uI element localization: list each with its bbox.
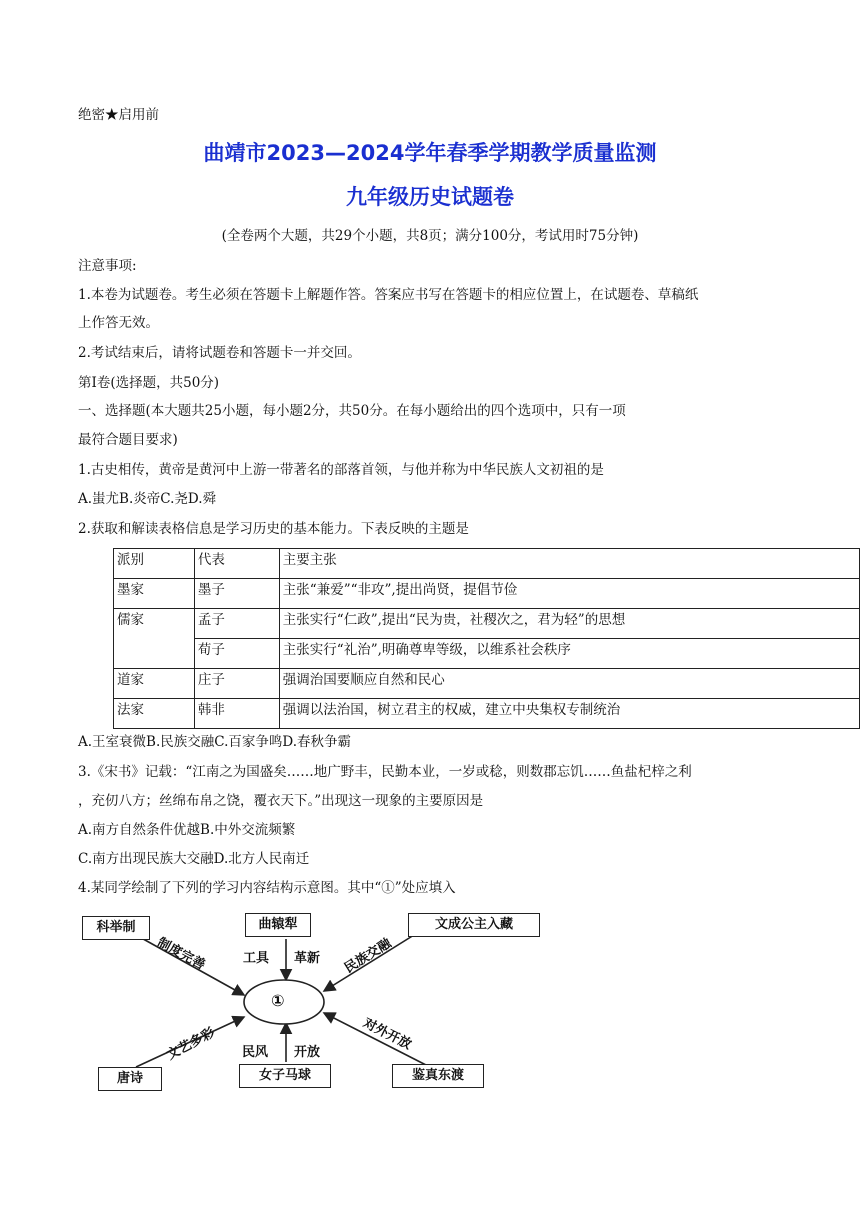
table-cell: 荀子 — [194, 639, 279, 669]
schools-table — [113, 548, 860, 729]
table-row — [114, 669, 860, 699]
table-header-cell: 代表 — [194, 549, 279, 579]
label-minfeng: 民风 — [242, 1045, 269, 1060]
table-cell: 强调以法治国，树立君主的权威，建立中央集权专制统治 — [279, 699, 859, 729]
exam-subtitle: 九年级历史试题卷 — [346, 185, 514, 209]
box-keju: 科举制 — [82, 916, 150, 940]
box-wencheng: 文成公主入藏 — [408, 913, 540, 937]
table-cell: 墨家 — [114, 579, 195, 609]
table-cell: 主张实行“礼治”,明确尊卑等级，以维系社会秩序 — [279, 639, 859, 669]
table-cell: 庄子 — [194, 669, 279, 699]
structure-diagram — [76, 907, 556, 1097]
question-1-stem: 1.古史相传，黄帝是黄河中上游一带著名的部落首领，与他并称为中华民族人文初祖的是 — [78, 462, 604, 478]
box-jianzhen: 鉴真东渡 — [392, 1064, 484, 1088]
question-2-options: A.王室衰微B.民族交融C.百家争鸣D.春秋争霸 — [78, 734, 352, 750]
table-header-cell: 派别 — [114, 549, 195, 579]
note-2: 2.考试结束后，请将试题卷和答题卡一并交回。 — [78, 345, 361, 361]
table-cell: 主张实行“仁政”,提出“民为贵，社稷次之，君为轻”的思想 — [279, 609, 859, 639]
diagram-center: ① — [271, 991, 285, 1010]
table-cell: 孟子 — [194, 609, 279, 639]
table-header-row — [114, 549, 860, 579]
table-row — [114, 699, 860, 729]
table-cell: 韩非 — [194, 699, 279, 729]
notes-heading: 注意事项: — [78, 258, 137, 274]
table-row — [114, 639, 860, 669]
question-3-stem-cont: ，充仞八方；丝绵布帛之饶，覆衣天下。”出现这一现象的主要原因是 — [78, 793, 484, 809]
label-minzu: 民族交融 — [342, 936, 395, 977]
label-zhidu: 制度完善 — [154, 935, 208, 974]
table-header-cell: 主要主张 — [279, 549, 859, 579]
part1-heading: 第I卷(选择题，共50分) — [78, 375, 220, 391]
label-duiwai: 对外开放 — [360, 1015, 414, 1053]
label-gexin: 革新 — [294, 951, 321, 966]
box-tangshi: 唐诗 — [98, 1067, 162, 1091]
box-nvzi: 女子马球 — [239, 1064, 331, 1088]
table-cell: 强调治国要顺应自然和民心 — [279, 669, 859, 699]
exam-scope: (全卷两个大题，共29个小题，共8页；满分100分，考试用时75分钟) — [221, 228, 639, 244]
secret-label: 绝密★启用前 — [78, 107, 159, 123]
table-cell: 儒家 — [114, 609, 195, 669]
table-cell: 道家 — [114, 669, 195, 699]
question-3-stem: 3.《宋书》记载：“江南之为国盛矣……地广野丰，民勤本业，一岁或稔，则数郡忘饥……鱼盐杞梓之利 — [78, 764, 692, 780]
section-instructions: 一、选择题(本大题共25小题，每小题2分，共50分。在每小题给出的四个选项中，只有一项 — [78, 403, 626, 419]
label-gongju: 工具 — [243, 951, 270, 966]
section-instructions-cont: 最符合题目要求) — [78, 432, 178, 448]
question-4-stem: 4.某同学绘制了下列的学习内容结构示意图。其中“①”处应填入 — [78, 880, 456, 896]
question-3-options-ab: A.南方自然条件优越B.中外交流频繁 — [78, 822, 296, 838]
note-1: 1.本卷为试题卷。考生必须在答题卡上解题作答。答案应书写在答题卡的相应位置上，在试题卷、草稿纸 — [78, 287, 699, 303]
exam-title: 曲靖市2023—2024学年春季学期教学质量监测 — [203, 141, 657, 165]
question-1-options: A.蚩尤B.炎帝C.尧D.舜 — [78, 491, 217, 507]
label-wenyi: 文艺多彩 — [164, 1025, 218, 1064]
note-1-cont: 上作答无效。 — [78, 315, 159, 331]
table-cell: 主张“兼爱”“非攻”,提出尚贤，提倡节俭 — [279, 579, 859, 609]
table-cell: 墨子 — [194, 579, 279, 609]
box-quyuanli: 曲辕犁 — [245, 913, 311, 937]
table-row — [114, 579, 860, 609]
table-row — [114, 609, 860, 639]
table-cell: 法家 — [114, 699, 195, 729]
question-2-stem: 2.获取和解读表格信息是学习历史的基本能力。下表反映的主题是 — [78, 521, 469, 537]
question-3-options-cd: C.南方出现民族大交融D.北方人民南迁 — [78, 851, 310, 867]
label-kaifang: 开放 — [294, 1045, 321, 1060]
